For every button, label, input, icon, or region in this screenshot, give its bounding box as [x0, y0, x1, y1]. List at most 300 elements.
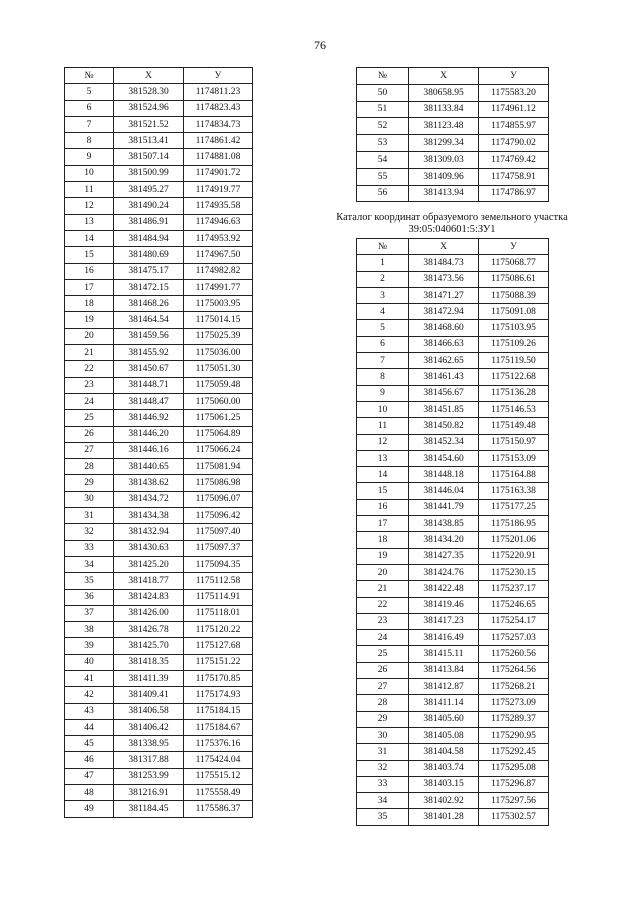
x-coordinate-cell: 381454.60: [409, 450, 479, 466]
y-coordinate-cell: 1175153.09: [479, 450, 549, 466]
point-number-cell: 45: [65, 736, 114, 752]
table-row: [357, 809, 549, 825]
y-coordinate-cell: 1175264.56: [479, 662, 549, 678]
table-row: [65, 556, 253, 572]
point-number-cell: 26: [65, 426, 114, 442]
y-coordinate-cell: 1175254.17: [479, 613, 549, 629]
y-coordinate-cell: 1175424.04: [184, 752, 253, 768]
y-coordinate-cell: 1175036.00: [184, 345, 253, 361]
x-coordinate-cell: 381133.84: [409, 101, 479, 118]
table-row: [357, 760, 549, 776]
coordinates-table-left: [64, 67, 253, 818]
x-coordinate-cell: 381417.23: [409, 613, 479, 629]
y-coordinate-cell: 1175257.03: [479, 630, 549, 646]
point-number-cell: 27: [65, 442, 114, 458]
y-coordinate-cell: 1175150.97: [479, 434, 549, 450]
table-row: [65, 638, 253, 654]
x-coordinate-cell: 381411.39: [114, 670, 184, 686]
y-coordinate-cell: 1175109.26: [479, 336, 549, 352]
point-number-cell: 11: [357, 418, 409, 434]
point-number-cell: 18: [357, 532, 409, 548]
catalog-caption: [320, 212, 584, 236]
table-row: [357, 483, 549, 499]
table-row: [65, 768, 253, 784]
point-number-cell: 53: [357, 135, 409, 152]
x-coordinate-cell: 381406.42: [114, 719, 184, 735]
column-header-y: У: [479, 239, 549, 255]
x-coordinate-cell: 381484.94: [114, 230, 184, 246]
x-coordinate-cell: 381338.95: [114, 736, 184, 752]
y-coordinate-cell: 1175586.37: [184, 801, 253, 817]
x-coordinate-cell: 381412.87: [409, 679, 479, 695]
point-number-cell: 40: [65, 654, 114, 670]
table-row: [65, 491, 253, 507]
point-number-cell: 42: [65, 687, 114, 703]
table-row: [357, 564, 549, 580]
point-number-cell: 37: [65, 605, 114, 621]
point-number-cell: 56: [357, 185, 409, 202]
table-row: [357, 695, 549, 711]
x-coordinate-cell: 381455.92: [114, 345, 184, 361]
y-coordinate-cell: 1175061.25: [184, 410, 253, 426]
table-row: [357, 135, 549, 152]
x-coordinate-cell: 381216.91: [114, 785, 184, 801]
table-row: [357, 151, 549, 168]
point-number-cell: 22: [357, 597, 409, 613]
y-coordinate-cell: 1175170.85: [184, 670, 253, 686]
y-coordinate-cell: 1175103.95: [479, 320, 549, 336]
table-row: [65, 312, 253, 328]
table-header-row: [357, 239, 549, 255]
x-coordinate-cell: 381472.15: [114, 279, 184, 295]
point-number-cell: 38: [65, 622, 114, 638]
column-header-y: У: [479, 68, 549, 85]
point-number-cell: 32: [65, 524, 114, 540]
x-coordinate-cell: 381184.45: [114, 801, 184, 817]
y-coordinate-cell: 1175091.08: [479, 304, 549, 320]
x-coordinate-cell: 381495.27: [114, 182, 184, 198]
y-coordinate-cell: 1175583.20: [479, 84, 549, 101]
y-coordinate-cell: 1175296.87: [479, 776, 549, 792]
x-coordinate-cell: 381451.85: [409, 401, 479, 417]
point-number-cell: 35: [65, 573, 114, 589]
table-row: [357, 630, 549, 646]
x-coordinate-cell: 381418.35: [114, 654, 184, 670]
table-row: [357, 532, 549, 548]
point-number-cell: 19: [65, 312, 114, 328]
point-number-cell: 15: [357, 483, 409, 499]
x-coordinate-cell: 381464.54: [114, 312, 184, 328]
point-number-cell: 47: [65, 768, 114, 784]
table-row: [357, 304, 549, 320]
x-coordinate-cell: 381471.27: [409, 287, 479, 303]
x-coordinate-cell: 381253.99: [114, 768, 184, 784]
x-coordinate-cell: 381409.41: [114, 687, 184, 703]
point-number-cell: 48: [65, 785, 114, 801]
y-coordinate-cell: 1175094.35: [184, 556, 253, 572]
x-coordinate-cell: 380658.95: [409, 84, 479, 101]
point-number-cell: 54: [357, 151, 409, 168]
x-coordinate-cell: 381426.00: [114, 605, 184, 621]
table-row: [357, 287, 549, 303]
page-number: 76: [314, 38, 326, 52]
point-number-cell: 36: [65, 589, 114, 605]
point-number-cell: 31: [65, 508, 114, 524]
point-number-cell: 24: [357, 630, 409, 646]
point-number-cell: 29: [65, 475, 114, 491]
x-coordinate-cell: 381405.08: [409, 727, 479, 743]
table-row: [357, 336, 549, 352]
x-coordinate-cell: 381430.63: [114, 540, 184, 556]
y-coordinate-cell: 1174823.43: [184, 100, 253, 116]
y-coordinate-cell: 1175064.89: [184, 426, 253, 442]
x-coordinate-cell: 381448.18: [409, 467, 479, 483]
x-coordinate-cell: 381299.34: [409, 135, 479, 152]
table-row: [357, 118, 549, 135]
table-row: [357, 185, 549, 202]
y-coordinate-cell: 1175163.38: [479, 483, 549, 499]
x-coordinate-cell: 381450.67: [114, 361, 184, 377]
table-row: [65, 296, 253, 312]
point-number-cell: 23: [357, 613, 409, 629]
y-coordinate-cell: 1175086.61: [479, 271, 549, 287]
y-coordinate-cell: 1175060.00: [184, 393, 253, 409]
x-coordinate-cell: 381486.91: [114, 214, 184, 230]
table-row: [65, 410, 253, 426]
x-coordinate-cell: 381446.20: [114, 426, 184, 442]
point-number-cell: 9: [65, 149, 114, 165]
x-coordinate-cell: 381426.78: [114, 622, 184, 638]
table-row: [65, 459, 253, 475]
table-row: [357, 793, 549, 809]
y-coordinate-cell: 1175149.48: [479, 418, 549, 434]
x-coordinate-cell: 381317.88: [114, 752, 184, 768]
x-coordinate-cell: 381403.74: [409, 760, 479, 776]
table-row: [357, 320, 549, 336]
point-number-cell: 27: [357, 679, 409, 695]
point-number-cell: 11: [65, 182, 114, 198]
point-number-cell: 32: [357, 760, 409, 776]
point-number-cell: 6: [357, 336, 409, 352]
x-coordinate-cell: 381462.65: [409, 353, 479, 369]
point-number-cell: 21: [65, 345, 114, 361]
y-coordinate-cell: 1174834.73: [184, 116, 253, 132]
column-header-number: №: [357, 68, 409, 85]
table-row: [65, 263, 253, 279]
y-coordinate-cell: 1175014.15: [184, 312, 253, 328]
column-header-number: №: [65, 68, 114, 84]
x-coordinate-cell: 381461.43: [409, 369, 479, 385]
x-coordinate-cell: 381446.04: [409, 483, 479, 499]
x-coordinate-cell: 381424.76: [409, 564, 479, 580]
point-number-cell: 34: [65, 556, 114, 572]
x-coordinate-cell: 381490.24: [114, 198, 184, 214]
table-row: [65, 654, 253, 670]
y-coordinate-cell: 1175237.17: [479, 581, 549, 597]
table-row: [357, 434, 549, 450]
table-header-row: [357, 68, 549, 85]
table-row: [65, 84, 253, 100]
table-row: [65, 116, 253, 132]
point-number-cell: 34: [357, 793, 409, 809]
point-number-cell: 52: [357, 118, 409, 135]
x-coordinate-cell: 381424.83: [114, 589, 184, 605]
y-coordinate-cell: 1175558.49: [184, 785, 253, 801]
y-coordinate-cell: 1175230.15: [479, 564, 549, 580]
point-number-cell: 5: [65, 84, 114, 100]
table-row: [65, 785, 253, 801]
y-coordinate-cell: 1175003.95: [184, 296, 253, 312]
x-coordinate-cell: 381440.65: [114, 459, 184, 475]
point-number-cell: 7: [65, 116, 114, 132]
table-row: [357, 679, 549, 695]
catalog-caption-cadastral-number: 39:05:040601:5:ЗУ1: [408, 224, 496, 235]
y-coordinate-cell: 1175184.67: [184, 719, 253, 735]
x-coordinate-cell: 381432.94: [114, 524, 184, 540]
y-coordinate-cell: 1175295.08: [479, 760, 549, 776]
y-coordinate-cell: 1175186.95: [479, 516, 549, 532]
point-number-cell: 55: [357, 168, 409, 185]
x-coordinate-cell: 381528.30: [114, 84, 184, 100]
x-coordinate-cell: 381418.77: [114, 573, 184, 589]
point-number-cell: 7: [357, 353, 409, 369]
table-row: [65, 165, 253, 181]
table-row: [357, 101, 549, 118]
point-number-cell: 9: [357, 385, 409, 401]
x-coordinate-cell: 381404.58: [409, 744, 479, 760]
y-coordinate-cell: 1175086.98: [184, 475, 253, 491]
y-coordinate-cell: 1174786.97: [479, 185, 549, 202]
y-coordinate-cell: 1175096.42: [184, 508, 253, 524]
y-coordinate-cell: 1175096.07: [184, 491, 253, 507]
point-number-cell: 8: [357, 369, 409, 385]
x-coordinate-cell: 381415.11: [409, 646, 479, 662]
coordinates-table-right-top: [356, 67, 549, 202]
column-header-y: У: [184, 68, 253, 84]
table-row: [65, 361, 253, 377]
point-number-cell: 15: [65, 247, 114, 263]
point-number-cell: 3: [357, 287, 409, 303]
table-row: [65, 508, 253, 524]
x-coordinate-cell: 381401.28: [409, 809, 479, 825]
point-number-cell: 26: [357, 662, 409, 678]
x-coordinate-cell: 381406.58: [114, 703, 184, 719]
table-row: [357, 353, 549, 369]
point-number-cell: 6: [65, 100, 114, 116]
table-row: [357, 776, 549, 792]
table-row: [65, 198, 253, 214]
y-coordinate-cell: 1175114.91: [184, 589, 253, 605]
point-number-cell: 43: [65, 703, 114, 719]
y-coordinate-cell: 1175097.37: [184, 540, 253, 556]
y-coordinate-cell: 1174991.77: [184, 279, 253, 295]
y-coordinate-cell: 1175097.40: [184, 524, 253, 540]
x-coordinate-cell: 381456.67: [409, 385, 479, 401]
y-coordinate-cell: 1174881.08: [184, 149, 253, 165]
point-number-cell: 28: [65, 459, 114, 475]
y-coordinate-cell: 1175146.53: [479, 401, 549, 417]
table-row: [357, 369, 549, 385]
table-row: [357, 646, 549, 662]
x-coordinate-cell: 381466.63: [409, 336, 479, 352]
y-coordinate-cell: 1175220.91: [479, 548, 549, 564]
x-coordinate-cell: 381425.70: [114, 638, 184, 654]
x-coordinate-cell: 381419.46: [409, 597, 479, 613]
point-number-cell: 31: [357, 744, 409, 760]
point-number-cell: 39: [65, 638, 114, 654]
x-coordinate-cell: 381402.92: [409, 793, 479, 809]
x-coordinate-cell: 381500.99: [114, 165, 184, 181]
table-row: [357, 613, 549, 629]
x-coordinate-cell: 381413.84: [409, 662, 479, 678]
x-coordinate-cell: 381409.96: [409, 168, 479, 185]
point-number-cell: 49: [65, 801, 114, 817]
point-number-cell: 28: [357, 695, 409, 711]
y-coordinate-cell: 1175297.56: [479, 793, 549, 809]
point-number-cell: 17: [357, 516, 409, 532]
y-coordinate-cell: 1174901.72: [184, 165, 253, 181]
point-number-cell: 16: [357, 499, 409, 515]
x-coordinate-cell: 381475.17: [114, 263, 184, 279]
point-number-cell: 5: [357, 320, 409, 336]
x-coordinate-cell: 381416.49: [409, 630, 479, 646]
y-coordinate-cell: 1175120.22: [184, 622, 253, 638]
x-coordinate-cell: 381521.52: [114, 116, 184, 132]
y-coordinate-cell: 1175174.93: [184, 687, 253, 703]
table-row: [357, 499, 549, 515]
point-number-cell: 2: [357, 271, 409, 287]
column-header-x: Х: [409, 68, 479, 85]
x-coordinate-cell: 381123.48: [409, 118, 479, 135]
y-coordinate-cell: 1175260.56: [479, 646, 549, 662]
x-coordinate-cell: 381413.94: [409, 185, 479, 202]
point-number-cell: 51: [357, 101, 409, 118]
table-row: [65, 687, 253, 703]
point-number-cell: 41: [65, 670, 114, 686]
point-number-cell: 33: [357, 776, 409, 792]
y-coordinate-cell: 1175201.06: [479, 532, 549, 548]
x-coordinate-cell: 381434.72: [114, 491, 184, 507]
point-number-cell: 16: [65, 263, 114, 279]
y-coordinate-cell: 1175246.65: [479, 597, 549, 613]
coordinates-table-right-bottom: [356, 238, 549, 826]
table-row: [65, 393, 253, 409]
table-row: [65, 345, 253, 361]
x-coordinate-cell: 381450.82: [409, 418, 479, 434]
point-number-cell: 50: [357, 84, 409, 101]
table-row: [65, 442, 253, 458]
x-coordinate-cell: 381468.26: [114, 296, 184, 312]
table-row: [357, 255, 549, 271]
table-row: [357, 581, 549, 597]
x-coordinate-cell: 381480.69: [114, 247, 184, 263]
table-row: [357, 385, 549, 401]
point-number-cell: 14: [357, 467, 409, 483]
column-header-number: №: [357, 239, 409, 255]
x-coordinate-cell: 381448.47: [114, 393, 184, 409]
y-coordinate-cell: 1174982.82: [184, 263, 253, 279]
x-coordinate-cell: 381405.60: [409, 711, 479, 727]
table-row: [65, 670, 253, 686]
y-coordinate-cell: 1174861.42: [184, 133, 253, 149]
table-row: [357, 450, 549, 466]
table-row: [65, 100, 253, 116]
point-number-cell: 22: [65, 361, 114, 377]
point-number-cell: 10: [65, 165, 114, 181]
x-coordinate-cell: 381459.56: [114, 328, 184, 344]
x-coordinate-cell: 381446.16: [114, 442, 184, 458]
point-number-cell: 10: [357, 401, 409, 417]
point-number-cell: 12: [65, 198, 114, 214]
point-number-cell: 12: [357, 434, 409, 450]
y-coordinate-cell: 1175376.16: [184, 736, 253, 752]
y-coordinate-cell: 1175184.15: [184, 703, 253, 719]
y-coordinate-cell: 1175290.95: [479, 727, 549, 743]
table-row: [65, 719, 253, 735]
table-row: [357, 548, 549, 564]
x-coordinate-cell: 381441.79: [409, 499, 479, 515]
point-number-cell: 13: [357, 450, 409, 466]
y-coordinate-cell: 1175136.28: [479, 385, 549, 401]
x-coordinate-cell: 381309.03: [409, 151, 479, 168]
table-row: [65, 133, 253, 149]
table-row: [65, 377, 253, 393]
point-number-cell: 25: [65, 410, 114, 426]
table-row: [357, 597, 549, 613]
table-row: [65, 426, 253, 442]
table-row: [65, 736, 253, 752]
x-coordinate-cell: 381452.34: [409, 434, 479, 450]
y-coordinate-cell: 1175127.68: [184, 638, 253, 654]
y-coordinate-cell: 1175515.12: [184, 768, 253, 784]
y-coordinate-cell: 1175177.25: [479, 499, 549, 515]
y-coordinate-cell: 1175268.21: [479, 679, 549, 695]
x-coordinate-cell: 381446.92: [114, 410, 184, 426]
table-row: [65, 752, 253, 768]
y-coordinate-cell: 1174967.50: [184, 247, 253, 263]
table-row: [357, 727, 549, 743]
x-coordinate-cell: 381524.96: [114, 100, 184, 116]
x-coordinate-cell: 381473.56: [409, 271, 479, 287]
x-coordinate-cell: 381438.85: [409, 516, 479, 532]
point-number-cell: 1: [357, 255, 409, 271]
y-coordinate-cell: 1175066.24: [184, 442, 253, 458]
y-coordinate-cell: 1175122.68: [479, 369, 549, 385]
y-coordinate-cell: 1175292.45: [479, 744, 549, 760]
table-row: [65, 540, 253, 556]
point-number-cell: 20: [357, 564, 409, 580]
y-coordinate-cell: 1175119.50: [479, 353, 549, 369]
point-number-cell: 24: [65, 393, 114, 409]
y-coordinate-cell: 1174935.58: [184, 198, 253, 214]
table-header-row: [65, 68, 253, 84]
point-number-cell: 35: [357, 809, 409, 825]
y-coordinate-cell: 1175302.57: [479, 809, 549, 825]
y-coordinate-cell: 1175151.22: [184, 654, 253, 670]
y-coordinate-cell: 1174946.63: [184, 214, 253, 230]
y-coordinate-cell: 1175164.88: [479, 467, 549, 483]
x-coordinate-cell: 381411.14: [409, 695, 479, 711]
x-coordinate-cell: 381468.60: [409, 320, 479, 336]
y-coordinate-cell: 1175088.39: [479, 287, 549, 303]
point-number-cell: 13: [65, 214, 114, 230]
table-row: [357, 401, 549, 417]
table-row: [357, 84, 549, 101]
point-number-cell: 29: [357, 711, 409, 727]
table-row: [357, 467, 549, 483]
point-number-cell: 23: [65, 377, 114, 393]
table-row: [65, 589, 253, 605]
